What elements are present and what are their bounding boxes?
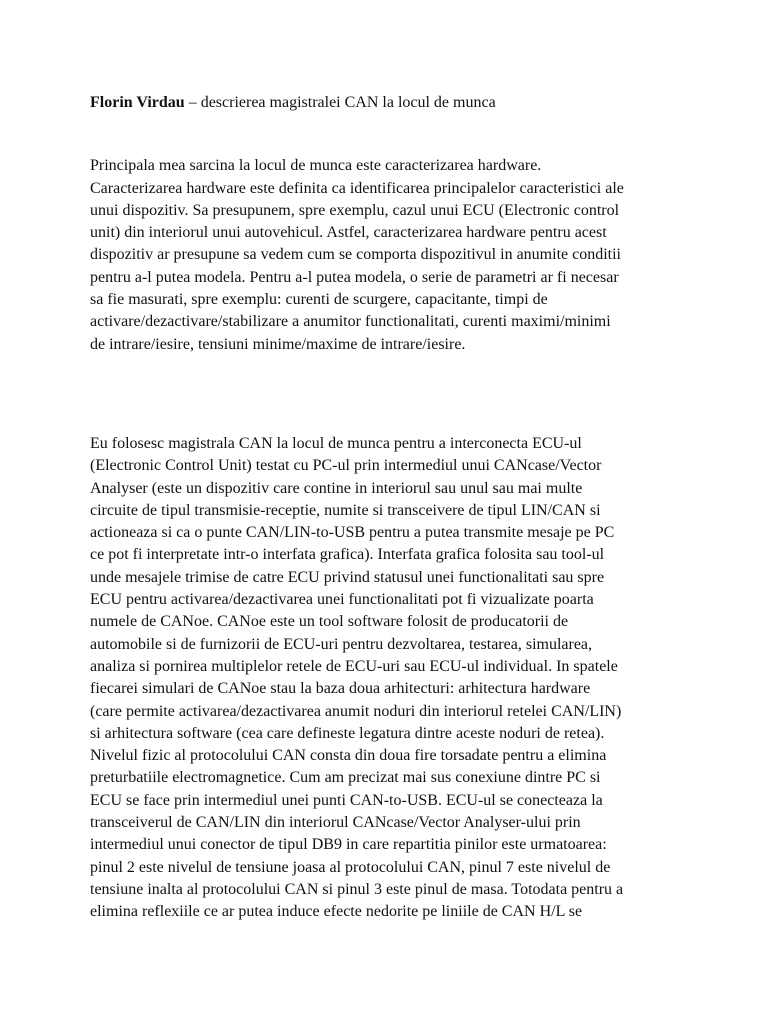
- paragraph-line: automobile si de furnizorii de ECU-uri pentru dezvoltarea, testarea, simularea,: [90, 635, 593, 653]
- paragraph-line: ce pot fi interpretate intr-o interfata grafica). Interfata grafica folosita sau tool-ul: [90, 546, 605, 564]
- paragraph-line: Eu folosesc magistrala CAN la locul de munca pentru a interconecta ECU-ul: [90, 434, 582, 452]
- paragraph-line: activare/dezactivare/stabilizare a anumitor functionalitati, curenti maximi/minimi: [90, 313, 611, 331]
- paragraph-line: de intrare/iesire, tensiuni minime/maxime de intrare/iesire.: [90, 335, 466, 353]
- paragraph-line: unui dispozitiv. Sa presupunem, spre exemplu, cazul unui ECU (Electronic control: [90, 201, 620, 219]
- title-text: – descrierea magistralei CAN la locul de munca: [184, 94, 496, 111]
- paragraph-line: fiecarei simulari de CANoe stau la baza doua arhitecturi: arhitectura hardware: [90, 680, 591, 698]
- paragraph-line: pinul 2 este nivelul de tensiune joasa al protocolului CAN, pinul 7 este nivelul de: [90, 858, 611, 876]
- paragraph-line: preturbatiile electromagnetice. Cum am precizat mai sus conexiune dintre PC si: [90, 769, 601, 787]
- paragraph-line: ECU se face prin intermediul unei punti CAN-to-USB. ECU-ul se conecteaza la: [90, 791, 603, 809]
- paragraph-line: intermediul unui conector de tipul DB9 in care repartitia pinilor este urmatoarea:: [90, 836, 607, 854]
- paragraph-line: actioneaza si ca o punte CAN/LIN-to-USB pentru a putea transmite mesaje pe PC: [90, 524, 615, 542]
- paragraph-line: sa fie masurati, spre exemplu: curenti de scurgere, capacitante, timpi de: [90, 291, 548, 309]
- paragraph-1: [90, 155, 690, 356]
- paragraph-line: tensiune inalta al protocolului CAN si pinul 3 este pinul de masa. Totodata pentru a: [90, 880, 624, 898]
- paragraph-line: analiza si pornirea multiplelor retele de ECU-uri sau ECU-ul individual. In spatele: [90, 657, 618, 675]
- paragraph-line: si arhitectura software (cea care defineste legatura dintre aceste noduri de retea).: [90, 724, 605, 742]
- paragraph-line: Analyser (este un dispozitiv care contine in interiorul sau unul sau mai multe: [90, 479, 583, 497]
- paragraph-line: Caracterizarea hardware este definita ca identificarea principalelor caracteristici ale: [90, 179, 624, 197]
- paragraph-line: pentru a-l putea modela. Pentru a-l putea modela, o serie de parametri ar fi necesar: [90, 268, 619, 286]
- author-name: Florin Virdau: [90, 94, 185, 111]
- paragraph-2: [90, 433, 690, 924]
- paragraph-line: transceiverul de CAN/LIN din interiorul CANcase/Vector Analyser-ului prin: [90, 814, 581, 832]
- paragraph-line: Nivelul fizic al protocolului CAN consta din doua fire torsadate pentru a elimina: [90, 747, 607, 765]
- paragraph-line: (Electronic Control Unit) testat cu PC-ul prin intermediul unui CANcase/Vector: [90, 457, 602, 475]
- document-page: [90, 92, 690, 924]
- paragraph-line: (care permite activarea/dezactivarea anumit noduri din interiorul retelei CAN/LIN): [90, 702, 622, 720]
- paragraph-line: circuite de tipul transmisie-receptie, numite si transceivere de tipul LIN/CAN si: [90, 501, 601, 519]
- paragraph-line: ECU pentru activarea/dezactivarea unei functionalitati pot fi vizualizate poarta: [90, 591, 594, 609]
- paragraph-line: Principala mea sarcina la locul de munca este caracterizarea hardware.: [90, 157, 542, 175]
- paragraph-line: dispozitiv ar presupune sa vedem cum se comporta dispozitivul in anumite conditii: [90, 246, 621, 264]
- paragraph-line: unde mesajele trimise de catre ECU privind statusul unei functionalitati sau spre: [90, 568, 605, 586]
- paragraph-line: unit) din interiorul unui autovehicul. Astfel, caracterizarea hardware pentru acest: [90, 224, 607, 242]
- paragraph-line: numele de CANoe. CANoe este un tool software folosit de producatorii de: [90, 613, 569, 631]
- document-title: [90, 92, 690, 114]
- paragraph-line: elimina reflexiile ce ar putea induce efecte nedorite pe liniile de CAN H/L se: [90, 903, 583, 921]
